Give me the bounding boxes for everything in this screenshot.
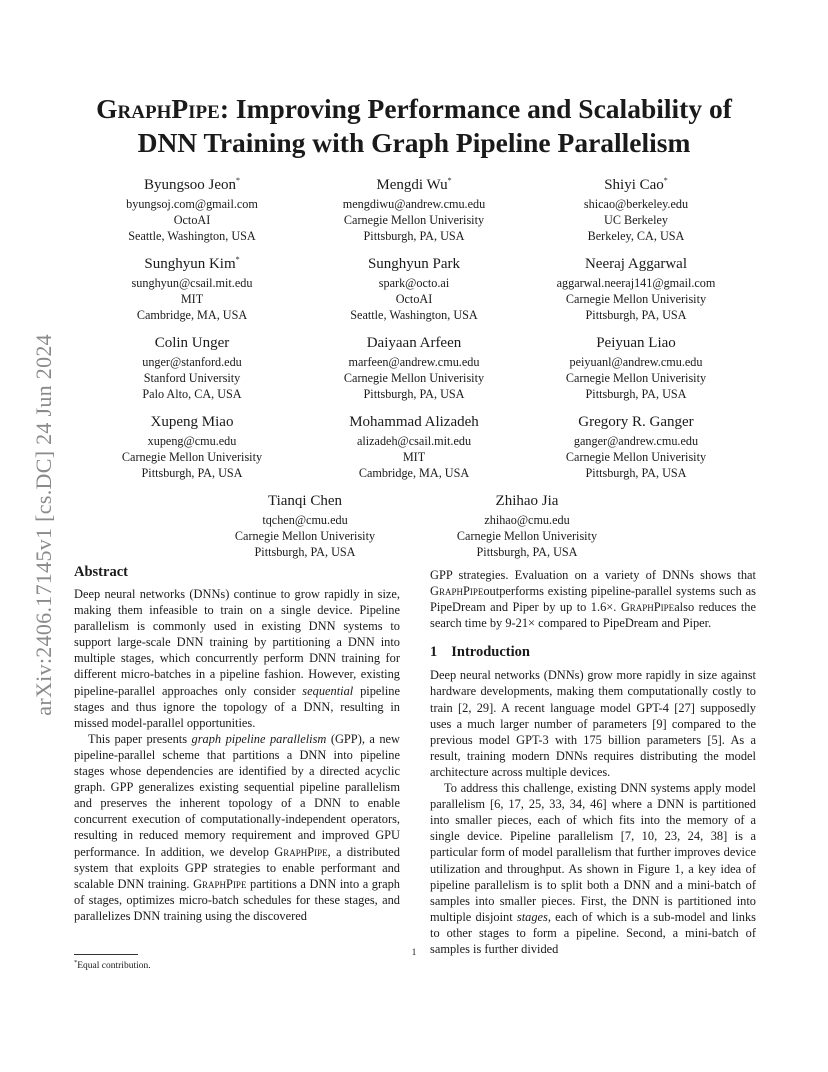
- author-email: sunghyun@csail.mit.edu: [131, 276, 253, 290]
- author-email: alizadeh@csail.mit.edu: [356, 434, 472, 448]
- title-line1: : Improving Performance and Scalability of: [219, 93, 732, 124]
- author-email: xupeng@cmu.edu: [147, 434, 237, 448]
- author-entry: [190, 487, 420, 560]
- author-name: Gregory R. Ganger: [578, 414, 694, 430]
- author-name: Tianqi Chen: [267, 493, 343, 509]
- author-entry: [521, 329, 751, 402]
- author-entry: [299, 171, 529, 244]
- author-location: Seattle, Washington, USA: [128, 229, 256, 243]
- author-entry: [521, 408, 751, 481]
- author-entry: [299, 408, 529, 481]
- abstract-heading: Abstract: [74, 564, 128, 580]
- author-location: Palo Alto, CA, USA: [142, 387, 242, 401]
- author-email: zhihao@cmu.edu: [484, 513, 570, 527]
- title-system-name: GraphPipe: [96, 93, 220, 124]
- author-email: spark@octo.ai: [378, 276, 450, 290]
- author-email: shicao@berkeley.edu: [583, 197, 689, 211]
- author-entry: [521, 250, 751, 323]
- author-name: Neeraj Aggarwal: [584, 256, 688, 272]
- author-affiliation: Carnegie Mellon Univerisity: [565, 450, 707, 464]
- author-name: Colin Unger: [154, 335, 230, 351]
- arxiv-stamp: [24, 290, 64, 760]
- author-location: Pittsburgh, PA, USA: [141, 466, 243, 480]
- author-entry: [412, 487, 642, 560]
- author-affiliation: UC Berkeley: [604, 213, 668, 227]
- author-email: peiyuanl@andrew.cmu.edu: [569, 355, 703, 369]
- author-email: tqchen@cmu.edu: [262, 513, 348, 527]
- abstract-paragraph-2-continued: GPP strategies. Evaluation on a variety of DNNs shows that GraphPipeoutperforms existing pipeline-parallel systems such as PipeDream and Piper by up to 1.6×. GraphPipealso reduces the search time by 9-21× compared to PipeDream and Piper.: [430, 568, 756, 631]
- author-location: Pittsburgh, PA, USA: [363, 387, 465, 401]
- author-name: Byungsoo Jeon*: [143, 176, 241, 193]
- author-entry: [77, 171, 307, 244]
- author-affiliation: Carnegie Mellon Univerisity: [456, 529, 598, 543]
- author-entry: [77, 329, 307, 402]
- author-affiliation: Carnegie Mellon Univerisity: [234, 529, 376, 543]
- abstract-paragraph-1: Deep neural networks (DNNs) continue to grow rapidly in size, making them infeasible to train on a single device. Pipeline parallelism is commonly used in existing DNN systems to support large-scale DNN training by partitioning a DNN into multiple stages, which concurrently perform DNN training for different micro-batches in a pipeline fashion. However, existing pipeline-parallel approaches only consider sequential pipeline stages and thus ignore the topology of a DNN, resulting in missed model-parallel opportunities.: [74, 587, 400, 730]
- author-entry: [77, 408, 307, 481]
- page-number: 1: [411, 948, 417, 958]
- author-location: Pittsburgh, PA, USA: [585, 466, 687, 480]
- author-name: Xupeng Miao: [150, 414, 234, 430]
- author-location: Pittsburgh, PA, USA: [476, 545, 578, 559]
- abstract-paragraph-2: This paper presents graph pipeline parallelism (GPP), a new pipeline-parallel scheme that partitions a DNN into pipeline stages whose dependencies are identified by a directed acyclic graph. GPP generalizes existing sequential pipeline parallelism and preserves the inherent topology of a DNN to enable concurrent execution of computationally-independent operators, resulting in reduced memory requirement and improved GPU performance. In addition, we develop GraphPipe, a distributed system that exploits GPP strategies to enable performant and scalable DNN training. GraphPipe partitions a DNN into a graph of stages, optimizes micro-batch schedules for these stages, and parallelizes DNN training using the discovered: [74, 731, 400, 923]
- intro-heading: 1 Introduction: [430, 644, 530, 661]
- author-location: Pittsburgh, PA, USA: [585, 308, 687, 322]
- author-entry: [521, 171, 751, 244]
- author-affiliation: MIT: [402, 450, 426, 464]
- author-email: mengdiwu@andrew.cmu.edu: [342, 197, 486, 211]
- author-location: Cambridge, MA, USA: [358, 466, 470, 480]
- author-name: Shiyi Cao*: [604, 176, 668, 193]
- author-location: Cambridge, MA, USA: [136, 308, 248, 322]
- author-affiliation: Stanford University: [143, 371, 241, 385]
- author-entry: [299, 329, 529, 402]
- left-column: [74, 563, 400, 924]
- author-name: Sunghyun Park: [367, 256, 461, 272]
- author-email: unger@stanford.edu: [142, 355, 242, 369]
- author-affiliation: OctoAI: [395, 292, 433, 306]
- author-entry: [299, 250, 529, 323]
- author-email: marfeen@andrew.cmu.edu: [348, 355, 480, 369]
- author-entry: [77, 250, 307, 323]
- author-email: ganger@andrew.cmu.edu: [573, 434, 699, 448]
- right-column: [430, 567, 756, 957]
- author-affiliation: Carnegie Mellon Univerisity: [565, 371, 707, 385]
- abstract-continued-space: [430, 567, 756, 631]
- author-affiliation: Carnegie Mellon Univerisity: [343, 213, 485, 227]
- author-name: Mengdi Wu*: [376, 176, 452, 193]
- author-name: Daiyaan Arfeen: [366, 335, 462, 351]
- title-line2: DNN Training with Graph Pipeline Parallelism: [137, 127, 691, 158]
- author-email: aggarwal.neeraj141@gmail.com: [556, 276, 716, 290]
- author-name: Mohammad Alizadeh: [349, 414, 479, 430]
- author-affiliation: Carnegie Mellon Univerisity: [565, 292, 707, 306]
- intro-paragraph-1: Deep neural networks (DNNs) grow more rapidly in size against hardware developments, making them computationally costly to train [2, 29]. A recent language model GPT-4 [27] supposedly uses a much larger number of parameters [9] compared to the previous model GPT-3 with 175 billion parameters [5]. As a result, training modern DNNs requires distributing the model architecture across multiple devices.: [430, 668, 756, 779]
- author-affiliation: MIT: [180, 292, 204, 306]
- author-name: Peiyuan Liao: [596, 335, 676, 351]
- author-location: Pittsburgh, PA, USA: [254, 545, 356, 559]
- author-name: Sunghyun Kim*: [144, 255, 240, 272]
- author-email: byungsoj.com@gmail.com: [126, 197, 258, 211]
- author-name: Zhihao Jia: [495, 493, 559, 509]
- author-location: Pittsburgh, PA, USA: [585, 387, 687, 401]
- author-location: Seattle, Washington, USA: [350, 308, 478, 322]
- author-affiliation: Carnegie Mellon Univerisity: [121, 450, 263, 464]
- author-location: Pittsburgh, PA, USA: [363, 229, 465, 243]
- paper-title: [70, 92, 758, 160]
- author-affiliation: OctoAI: [173, 213, 211, 227]
- arxiv-stamp-text: arXiv:2406.17145v1 [cs.DC] 24 Jun 2024: [31, 334, 56, 716]
- footnote-rule: [74, 954, 138, 955]
- intro-paragraph-2: To address this challenge, existing DNN systems apply model parallelism [6, 17, 25, 33, 34, 46] where a DNN is partitioned into smaller pieces, each of which fits into the memory of a single device. Pipeline parallelism [7, 10, 23, 24, 38] is a particular form of model parallelism that further improves device utilization and throughput. As shown in Figure 1, a key idea of pipeline parallelism is to split both a DNN and a mini-batch of samples into smaller pieces. First, the DNN is partitioned into multiple disjoint stages, each of which is a sub-model and links to other stages to form a pipeline. Second, a mini-batch of samples is further divided: [430, 781, 756, 956]
- author-affiliation: Carnegie Mellon Univerisity: [343, 371, 485, 385]
- footnote: *Equal contribution.: [74, 959, 151, 972]
- author-location: Berkeley, CA, USA: [587, 229, 685, 243]
